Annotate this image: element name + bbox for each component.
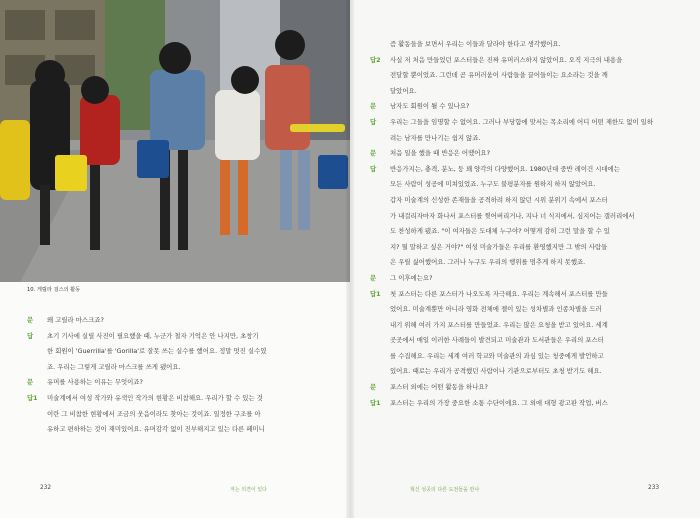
qa-text: 포스터 외에는 어떤 활동을 하나요? bbox=[390, 383, 488, 392]
qa-text: 우리는 그들을 임명할 수 없어요. 그러나 부당함에 맞서는 목소리에 어디 어떤 제한도 없이 일하 려는 남자를 만나기는 쉽지 않죠. bbox=[390, 117, 654, 142]
qa-row bbox=[27, 375, 330, 391]
qa-row bbox=[370, 53, 683, 100]
qa-marker: 문 bbox=[370, 383, 377, 392]
book-gutter bbox=[346, 0, 354, 518]
qa-marker: 문 bbox=[370, 149, 377, 158]
qa-marker: 문 bbox=[27, 316, 34, 324]
qa-marker: 답 bbox=[27, 331, 34, 340]
qa-row bbox=[370, 99, 683, 115]
qa-text: 사실 저 처음 만들었던 포스터들은 진짜 유머러스하지 않았어요. 오직 지극의 내용을 전달할 뿐이었죠. 그런데 곧 유머러움이 사람들을 끌어들이는 요소라는 것을 깨 달았어요. bbox=[390, 55, 623, 95]
qa-row bbox=[27, 329, 330, 376]
qa-text: 반응가지는, 충격, 분노, 둥 꽤 양각의 다양했어요. 1980년대 중반 레이건 시대에는 모든 사람이 성공에 미쳐있었죠. 누구도 불평분자를 원하지 하지 않았어요. 갑자 미술계의 신성한 존재들을 공격하려 하지 않던 시위 분위기 속에서 포스터 가 내걸리자마자 화나서 포스터를 찢어버리거나, 지나 너 식지에서, 심지어는 갤러리에서 도 찬성하게 됐죠. "이 여자들은 도대체 누구야? 어떻게 감히 그런 말을 할 수 있 지? 뭘 말하고 싶은 거야?" 여성 미술가들은 우리를 환영했지만 그 밖의 사람들 은 우릴 싫어했어요. 그러나 누구도 우리의 행위를 멈추게 하지 못했죠. bbox=[390, 164, 635, 267]
qa-text: 남자도 회원이 될 수 있나요? bbox=[390, 102, 470, 111]
photo-caption: 10. 게릴라 걸스의 활동 bbox=[27, 287, 81, 293]
qa-text: 처음 일을 했을 때 반응은 어땠어요? bbox=[390, 149, 490, 158]
running-head-right: 혁신 성공의 다른 도전들을 만나 bbox=[410, 487, 480, 493]
qa-text: 유머를 사용하는 이유는 무엇이죠? bbox=[47, 378, 143, 387]
page-number-left: 232 bbox=[40, 485, 52, 491]
qa-marker: 답2 bbox=[370, 55, 381, 64]
qa-text: 포스터는 우리의 가장 중요한 소통 수단이에요. 그 외에 대형 광고판 작업, 버스 bbox=[390, 398, 608, 407]
qa-marker: 문 bbox=[370, 102, 377, 111]
left-qa-block bbox=[27, 313, 330, 438]
qa-text: 그 이후에는요? bbox=[390, 273, 433, 282]
photo-illustration bbox=[0, 0, 350, 282]
qa-marker: 문 bbox=[27, 378, 34, 387]
qa-row bbox=[370, 287, 683, 381]
qa-row bbox=[370, 146, 683, 162]
qa-row bbox=[370, 396, 683, 412]
qa-text: 즘 활동들을 보면서 우리는 이들과 달라야 한다고 생각했어요. bbox=[390, 40, 561, 48]
qa-marker: 답1 bbox=[370, 289, 381, 298]
qa-row bbox=[370, 162, 683, 271]
qa-marker: 답1 bbox=[27, 393, 38, 402]
qa-row bbox=[370, 271, 683, 287]
guerrilla-girls-photo bbox=[0, 0, 350, 282]
qa-row bbox=[370, 37, 683, 53]
running-head-left: 저는 의견이 있다 bbox=[230, 487, 267, 493]
qa-row bbox=[27, 391, 330, 438]
qa-marker: 문 bbox=[370, 273, 377, 282]
qa-text: 왜 고릴라 마스크죠? bbox=[47, 316, 104, 324]
qa-marker: 답1 bbox=[370, 398, 381, 407]
right-qa-block bbox=[370, 37, 683, 411]
qa-row bbox=[27, 313, 330, 329]
qa-text: 초기 기사에 실릴 사진이 필요했을 때, 누군가 철자 기억은 안 나지만, 초창기 한 회원이 'Guerrilla'를 'Gorilla'로 잘못 쓰는 실수를 했어요. 정말 멋진 실수였 죠. 우리는 그렇게 고릴라 마스크를 쓰게 됐어요. bbox=[47, 331, 267, 371]
qa-marker: 답 bbox=[370, 164, 377, 173]
qa-row bbox=[370, 115, 683, 146]
qa-text: 미술계에서 여성 작가와 유색인 작가의 현황은 비참해요. 우리가 할 수 있는 것 이란 그 비참한 현황에서 조금의 웃음이라도 찾아는 것이죠. 일정한 구조를 아 유하고 편하하는 것이 재미있어요. 유머감각 없이 진부해지고 있는 다른 페미니 bbox=[47, 393, 265, 434]
qa-row bbox=[370, 380, 683, 396]
qa-text: 첫 포스터는 다른 포스터가 나오도록 자극해요. 우리는 계속해서 포스터를 만들 었어요. 미술계뿐만 아니라 영화 전체에 젤이 있는 성차별과 인종차별을 드러 내기 위해 여러 가지 포스터를 만들었죠. 우리는 많은 요청을 받고 있어요. 세계 곳곳에서 매일 이러한 사례들이 발견되고 미술관과 도서관들은 우리의 포스터 를 수집해요. 우리는 세계 여러 학교와 미술관의 과심 있는 청중에게 발언하고 있어요. 때로는 우리가 공격했던 사람이나 기관으로부터도 초청 받기도 해요. bbox=[390, 289, 608, 376]
right-page bbox=[350, 0, 700, 518]
page-number-right: 233 bbox=[648, 485, 660, 491]
qa-marker: 답 bbox=[370, 117, 377, 126]
